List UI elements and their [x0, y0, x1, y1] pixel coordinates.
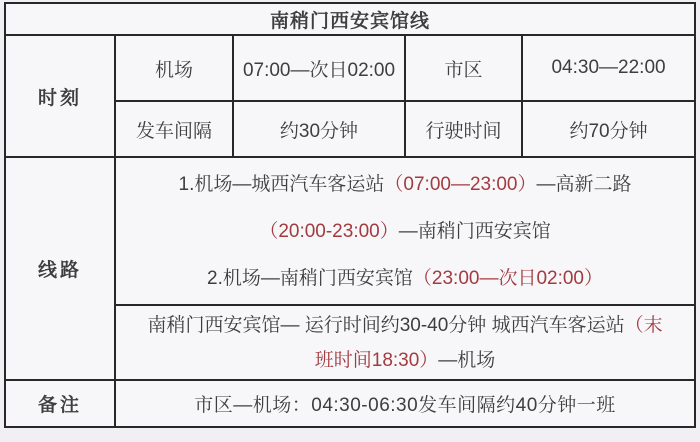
note-text-cell: 市区—机场：04:30-06:30发车间隔约40分钟一班	[115, 380, 695, 427]
note-row	[5, 380, 695, 427]
note-row-label: 备注	[5, 380, 115, 427]
interval-value-cell: 约30分钟	[233, 101, 405, 157]
route-line-1-segment: 1.机场—城西汽车客运站	[178, 173, 385, 195]
duration-label-cell: 行驶时间	[405, 101, 522, 157]
schedule-row-1	[5, 35, 695, 101]
route-outbound-cell	[115, 157, 695, 305]
route-row-1	[5, 157, 695, 305]
route-line-1	[116, 161, 694, 208]
airport-hours-cell: 07:00—次日02:00	[233, 35, 405, 101]
route-line-1-time: （07:00—23:00）	[384, 173, 537, 195]
route-return-segment: 南稍门西安宾馆— 运行时间约30-40分钟 城西汽车客运站	[147, 314, 625, 336]
airport-label-cell: 机场	[115, 35, 233, 101]
schedule-row-label: 时刻	[5, 35, 115, 157]
city-hours-cell: 04:30—22:00	[522, 35, 695, 101]
duration-value-cell: 约70分钟	[522, 101, 695, 157]
route-row-label: 线路	[5, 157, 115, 380]
title-row	[5, 3, 695, 35]
route-return-time: （末班时间18:30）	[314, 314, 663, 371]
table-title: 南稍门西安宾馆线	[5, 3, 695, 35]
route-line-2-segment: —南稍门西安宾馆	[398, 220, 551, 242]
route-return-text	[139, 308, 671, 378]
route-line-3-time: （23:00—次日02:00）	[412, 267, 603, 289]
route-line-3	[116, 255, 694, 302]
route-return-segment-end: —机场	[438, 349, 496, 371]
route-return-cell	[115, 305, 695, 380]
route-line-2-time: （20:00-23:00）	[259, 220, 399, 242]
interval-label-cell: 发车间隔	[115, 101, 233, 157]
timetable-table	[4, 2, 696, 428]
route-line-3-segment: 2.机场—南稍门西安宾馆	[207, 267, 413, 289]
route-line-1-segment-end: —高新二路	[536, 173, 632, 195]
shuttle-timetable	[4, 2, 696, 428]
route-line-2	[116, 208, 694, 255]
city-label-cell: 市区	[405, 35, 522, 101]
